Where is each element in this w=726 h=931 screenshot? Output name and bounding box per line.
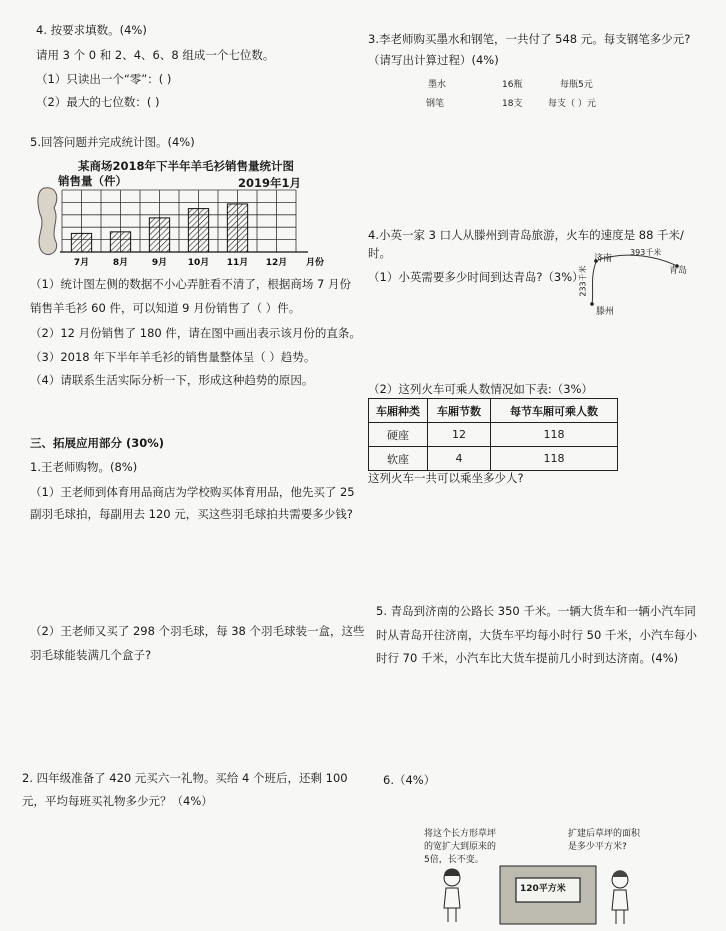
p3-pen: 钢笔 xyxy=(426,99,445,109)
p1-s2a: （2）王老师又买了 298 个羽毛球，每 38 个羽毛球装一盒，这些 xyxy=(30,624,365,638)
x-tick-label: 8月 xyxy=(112,258,129,268)
q4-sub2: （2）最大的七位数：( ) xyxy=(36,95,160,109)
lawn-label: 120平方米 xyxy=(520,884,566,894)
p3-ink: 墨水 xyxy=(428,80,447,90)
p5-a: 5. 青岛到济南的公路长 350 千米。一辆大货车和一辆小汽车同 xyxy=(376,604,696,618)
table-cell: 12 xyxy=(428,423,491,447)
table-cell: 4 xyxy=(428,447,491,471)
q5-title: 5.回答问题并完成统计图。(4%) xyxy=(30,135,195,149)
p1-s1a: （1）王老师到体育用品商店为学校购买体育用品，他先买了 25 xyxy=(30,485,355,499)
map-d2: 233千米 xyxy=(578,265,588,297)
bar-9月 xyxy=(149,218,169,252)
q5-q2: （2）12 月份销售了 180 件，请在图中画出表示该月份的直条。 xyxy=(30,326,361,340)
table-header-row xyxy=(369,399,618,423)
bubble2-line2: 是多少平方米? xyxy=(568,842,627,852)
q4-intro: 请用 3 个 0 和 2、4、6、8 组成一个七位数。 xyxy=(36,48,275,62)
bar-10月 xyxy=(188,209,208,252)
p2-b: 元，平均每班买礼物多少元？（4%） xyxy=(22,794,213,808)
table-header: 车厢种类 xyxy=(369,399,428,423)
tengzhou-dot xyxy=(590,302,594,306)
map-tengzhou: 滕州 xyxy=(596,307,615,317)
table-cell: 118 xyxy=(491,423,618,447)
p5-b: 时从青岛开往济南，大货车平均每小时行 50 千米，小汽车每小 xyxy=(376,628,697,642)
x-tick-label: 7月 xyxy=(73,258,90,268)
p3-ink-qty: 16瓶 xyxy=(502,80,523,90)
p1-s2b: 羽毛球能装满几个盒子? xyxy=(30,648,152,662)
map-qingdao: 青岛 xyxy=(669,266,688,276)
x-tick-label: 9月 xyxy=(151,258,168,268)
table-cell: 硬座 xyxy=(369,423,428,447)
p3-pen-price: 每支（ ）元 xyxy=(548,99,596,109)
p4-b: 时。 xyxy=(368,246,391,260)
chart-title: 某商场2018年下半年羊毛衫销售量统计图 xyxy=(78,159,295,173)
q5-q1b: 销售羊毛衫 60 件，可以知道 9 月份销售了（ ）件。 xyxy=(30,301,301,315)
bar-chart xyxy=(30,190,330,280)
p5-c: 时行 70 千米，小汽车比大货车提前几小时到达济南。(4%) xyxy=(376,651,679,665)
p4-a: 4.小英一家 3 口人从滕州到青岛旅游，火车的速度是 88 千米/ xyxy=(368,228,684,242)
bubble1-line2: 的宽扩大到原来的 xyxy=(424,842,497,852)
p4-after: 这列火车一共可以乘坐多少人? xyxy=(368,471,524,485)
p4-sub1: （1）小英需要多少时间到达青岛?（3%） xyxy=(368,270,584,284)
bubble1-line3: 5倍，长不变。 xyxy=(424,855,484,865)
q5-q1a: （1）统计图左侧的数据不小心弄脏看不清了，根据商场 7 月份 xyxy=(30,277,351,291)
p1-s1b: 副羽毛球拍，每副用去 120 元，买这些羽毛球拍共需要多少钱? xyxy=(30,507,353,521)
map-d1: 393千米 xyxy=(630,248,662,257)
p3-ink-price: 每瓶5元 xyxy=(560,80,593,90)
train-table xyxy=(368,398,618,471)
bar-11月 xyxy=(227,204,247,252)
chart-ylabel: 销售量（件） xyxy=(58,174,127,188)
bubble1-line1: 将这个长方形草坪 xyxy=(424,829,497,839)
chart-grid xyxy=(60,190,308,252)
section-3-heading: 三、拓展应用部分 (30%) xyxy=(30,436,165,450)
chart-date: 2019年1月 xyxy=(238,176,302,190)
q5-q4: （4）请联系生活实际分析一下，形成这种趋势的原因。 xyxy=(30,373,314,387)
x-tick-label: 10月 xyxy=(187,258,210,268)
p2-a: 2. 四年级准备了 420 元买六一礼物。买给 4 个班后，还剩 100 xyxy=(22,771,348,785)
q4-title: 4. 按要求填数。(4%) xyxy=(36,23,147,37)
table-row xyxy=(369,423,618,447)
map-jinan: 济南 xyxy=(594,254,613,264)
x-axis-label: 月份 xyxy=(306,258,325,268)
x-tick-label: 12月 xyxy=(265,258,288,268)
table-header: 车厢节数 xyxy=(428,399,491,423)
bar-8月 xyxy=(110,232,130,252)
table-header: 每节车厢可乘人数 xyxy=(491,399,618,423)
girl-figure xyxy=(444,869,460,923)
table-cell: 118 xyxy=(491,447,618,471)
boy-figure xyxy=(612,870,628,924)
q4-sub1: （1）只读出一个“零”：( ) xyxy=(36,72,172,86)
p3-a: 3.李老师购买墨水和钢笔，一共付了 548 元。每支钢笔多少元? xyxy=(368,32,691,46)
bubble2-line1: 扩建后草坪的面积 xyxy=(568,829,641,839)
p4-sub2: （2）这列火车可乘人数情况如下表:（3%） xyxy=(368,382,593,396)
x-tick-label: 11月 xyxy=(226,258,249,268)
p3-b: （请写出计算过程）(4%) xyxy=(368,53,499,67)
p1-title: 1.王老师购物。(8%) xyxy=(30,460,138,474)
p6-title: 6.（4%） xyxy=(383,773,436,787)
q5-q3: （3）2018 年下半年羊毛衫的销售量整体呈（ ）趋势。 xyxy=(30,350,316,364)
bar-7月 xyxy=(71,233,91,252)
p3-pen-qty: 18支 xyxy=(502,99,523,109)
table-row xyxy=(369,447,618,471)
table-cell: 软座 xyxy=(369,447,428,471)
